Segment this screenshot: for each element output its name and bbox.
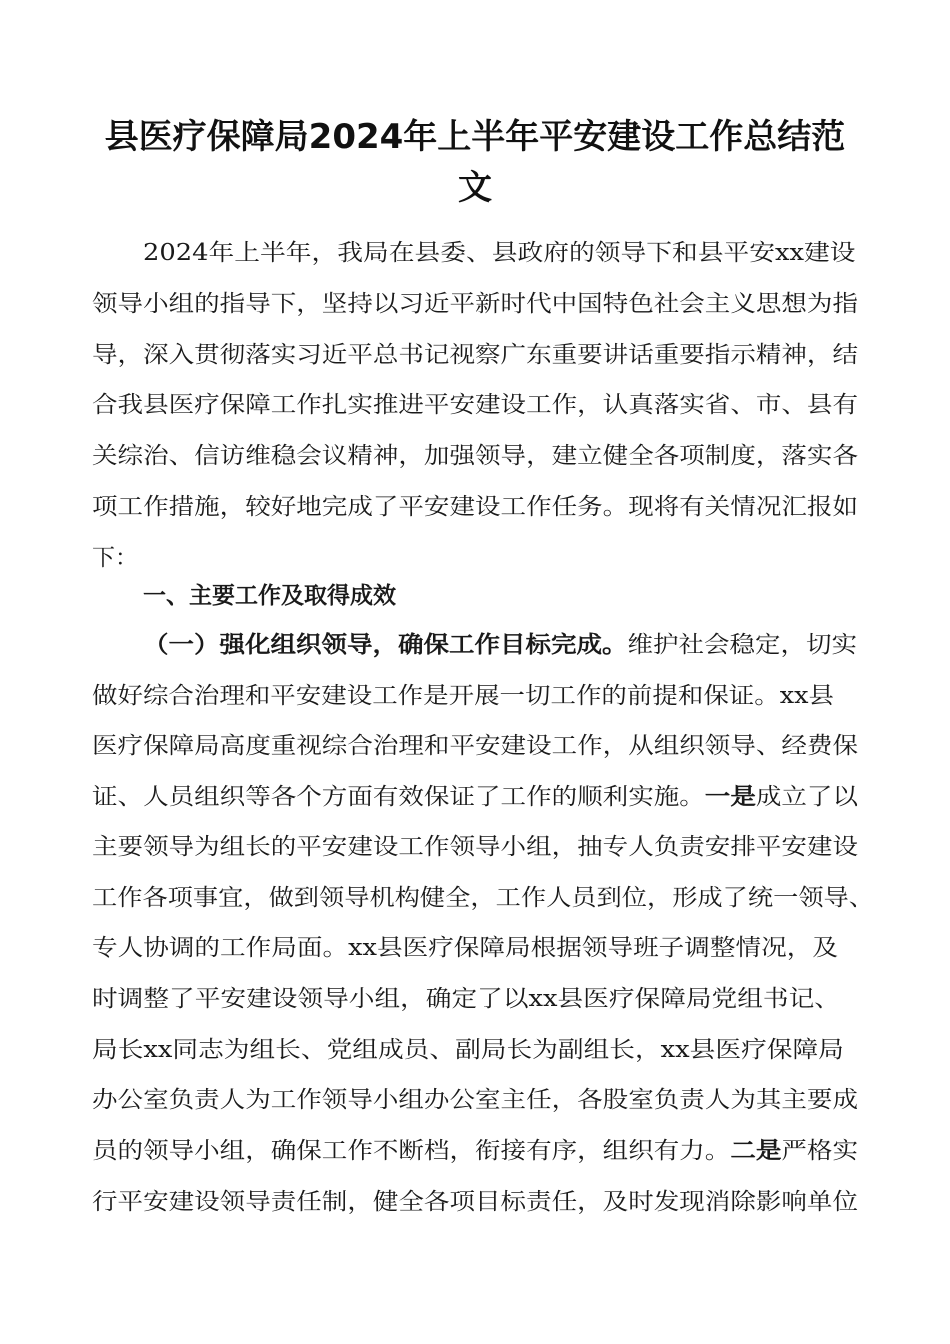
body-line: 工作各项事宜，做到领导机构健全，工作人员到位，形成了统一领导、 <box>92 885 874 911</box>
body-line: 关综治、信访维稳会议精神，加强领导，建立健全各项制度，落实各 <box>92 443 859 469</box>
body-line: 合我县医疗保障工作扎实推进平安建设工作，认真落实省、市、县有 <box>92 392 859 418</box>
body-line <box>92 1140 858 1163</box>
subsection-heading-tail: 维护社会稳定，切实 <box>627 632 857 658</box>
body-line: 导，深入贯彻落实习近平总书记视察广东重要讲话重要指示精神，结 <box>92 342 859 368</box>
body-text: 证、人员组织等各个方面有效保证了工作的顺利实施。 <box>92 784 705 810</box>
body-line: 做好综合治理和平安建设工作是开展一切工作的前提和保证。xx县 <box>92 683 834 709</box>
body-line: 项工作措施，较好地完成了平安建设工作任务。现将有关情况汇报如 <box>92 494 859 520</box>
body-line: 主要领导为组长的平安建设工作领导小组，抽专人负责安排平安建设 <box>92 834 859 860</box>
body-text: 成立了以 <box>755 784 859 810</box>
emphasis-ershi: 二是 <box>730 1138 782 1164</box>
body-line: 下： <box>92 545 138 571</box>
body-line: 领导小组的指导下，坚持以习近平新时代中国特色社会主义思想为指 <box>92 291 859 317</box>
body-text: 严格实 <box>781 1138 859 1164</box>
document-title-line-2: 文 <box>458 168 492 208</box>
emphasis-yishi: 一是 <box>704 784 756 810</box>
body-line: 时调整了平安建设领导小组，确定了以xx县医疗保障局党组书记、 <box>92 986 840 1012</box>
section-heading: 一、主要工作及取得成效 <box>143 583 396 609</box>
body-line: 医疗保障局高度重视综合治理和平安建设工作，从组织领导、经费保 <box>92 733 859 759</box>
body-line: 办公室负责人为工作领导小组办公室主任，各股室负责人为其主要成 <box>92 1087 859 1113</box>
document-title-line-1: 县医疗保障局2024年上半年平安建设工作总结范 <box>104 117 846 157</box>
body-line: 行平安建设领导责任制，健全各项目标责任，及时发现消除影响单位 <box>92 1189 859 1215</box>
subsection-line <box>143 634 857 657</box>
body-line: 2024年上半年，我局在县委、县政府的领导下和县平安xx建设 <box>143 240 856 266</box>
subsection-heading: （一）强化组织领导，确保工作目标完成。 <box>143 632 628 658</box>
body-line: 局长xx同志为组长、党组成员、副局长为副组长，xx县医疗保障局 <box>92 1037 844 1063</box>
body-text: 员的领导小组，确保工作不断档，衔接有序，组织有力。 <box>92 1138 731 1164</box>
body-line <box>92 786 858 809</box>
body-line: 专人协调的工作局面。xx县医疗保障局根据领导班子调整情况，及 <box>92 935 838 961</box>
